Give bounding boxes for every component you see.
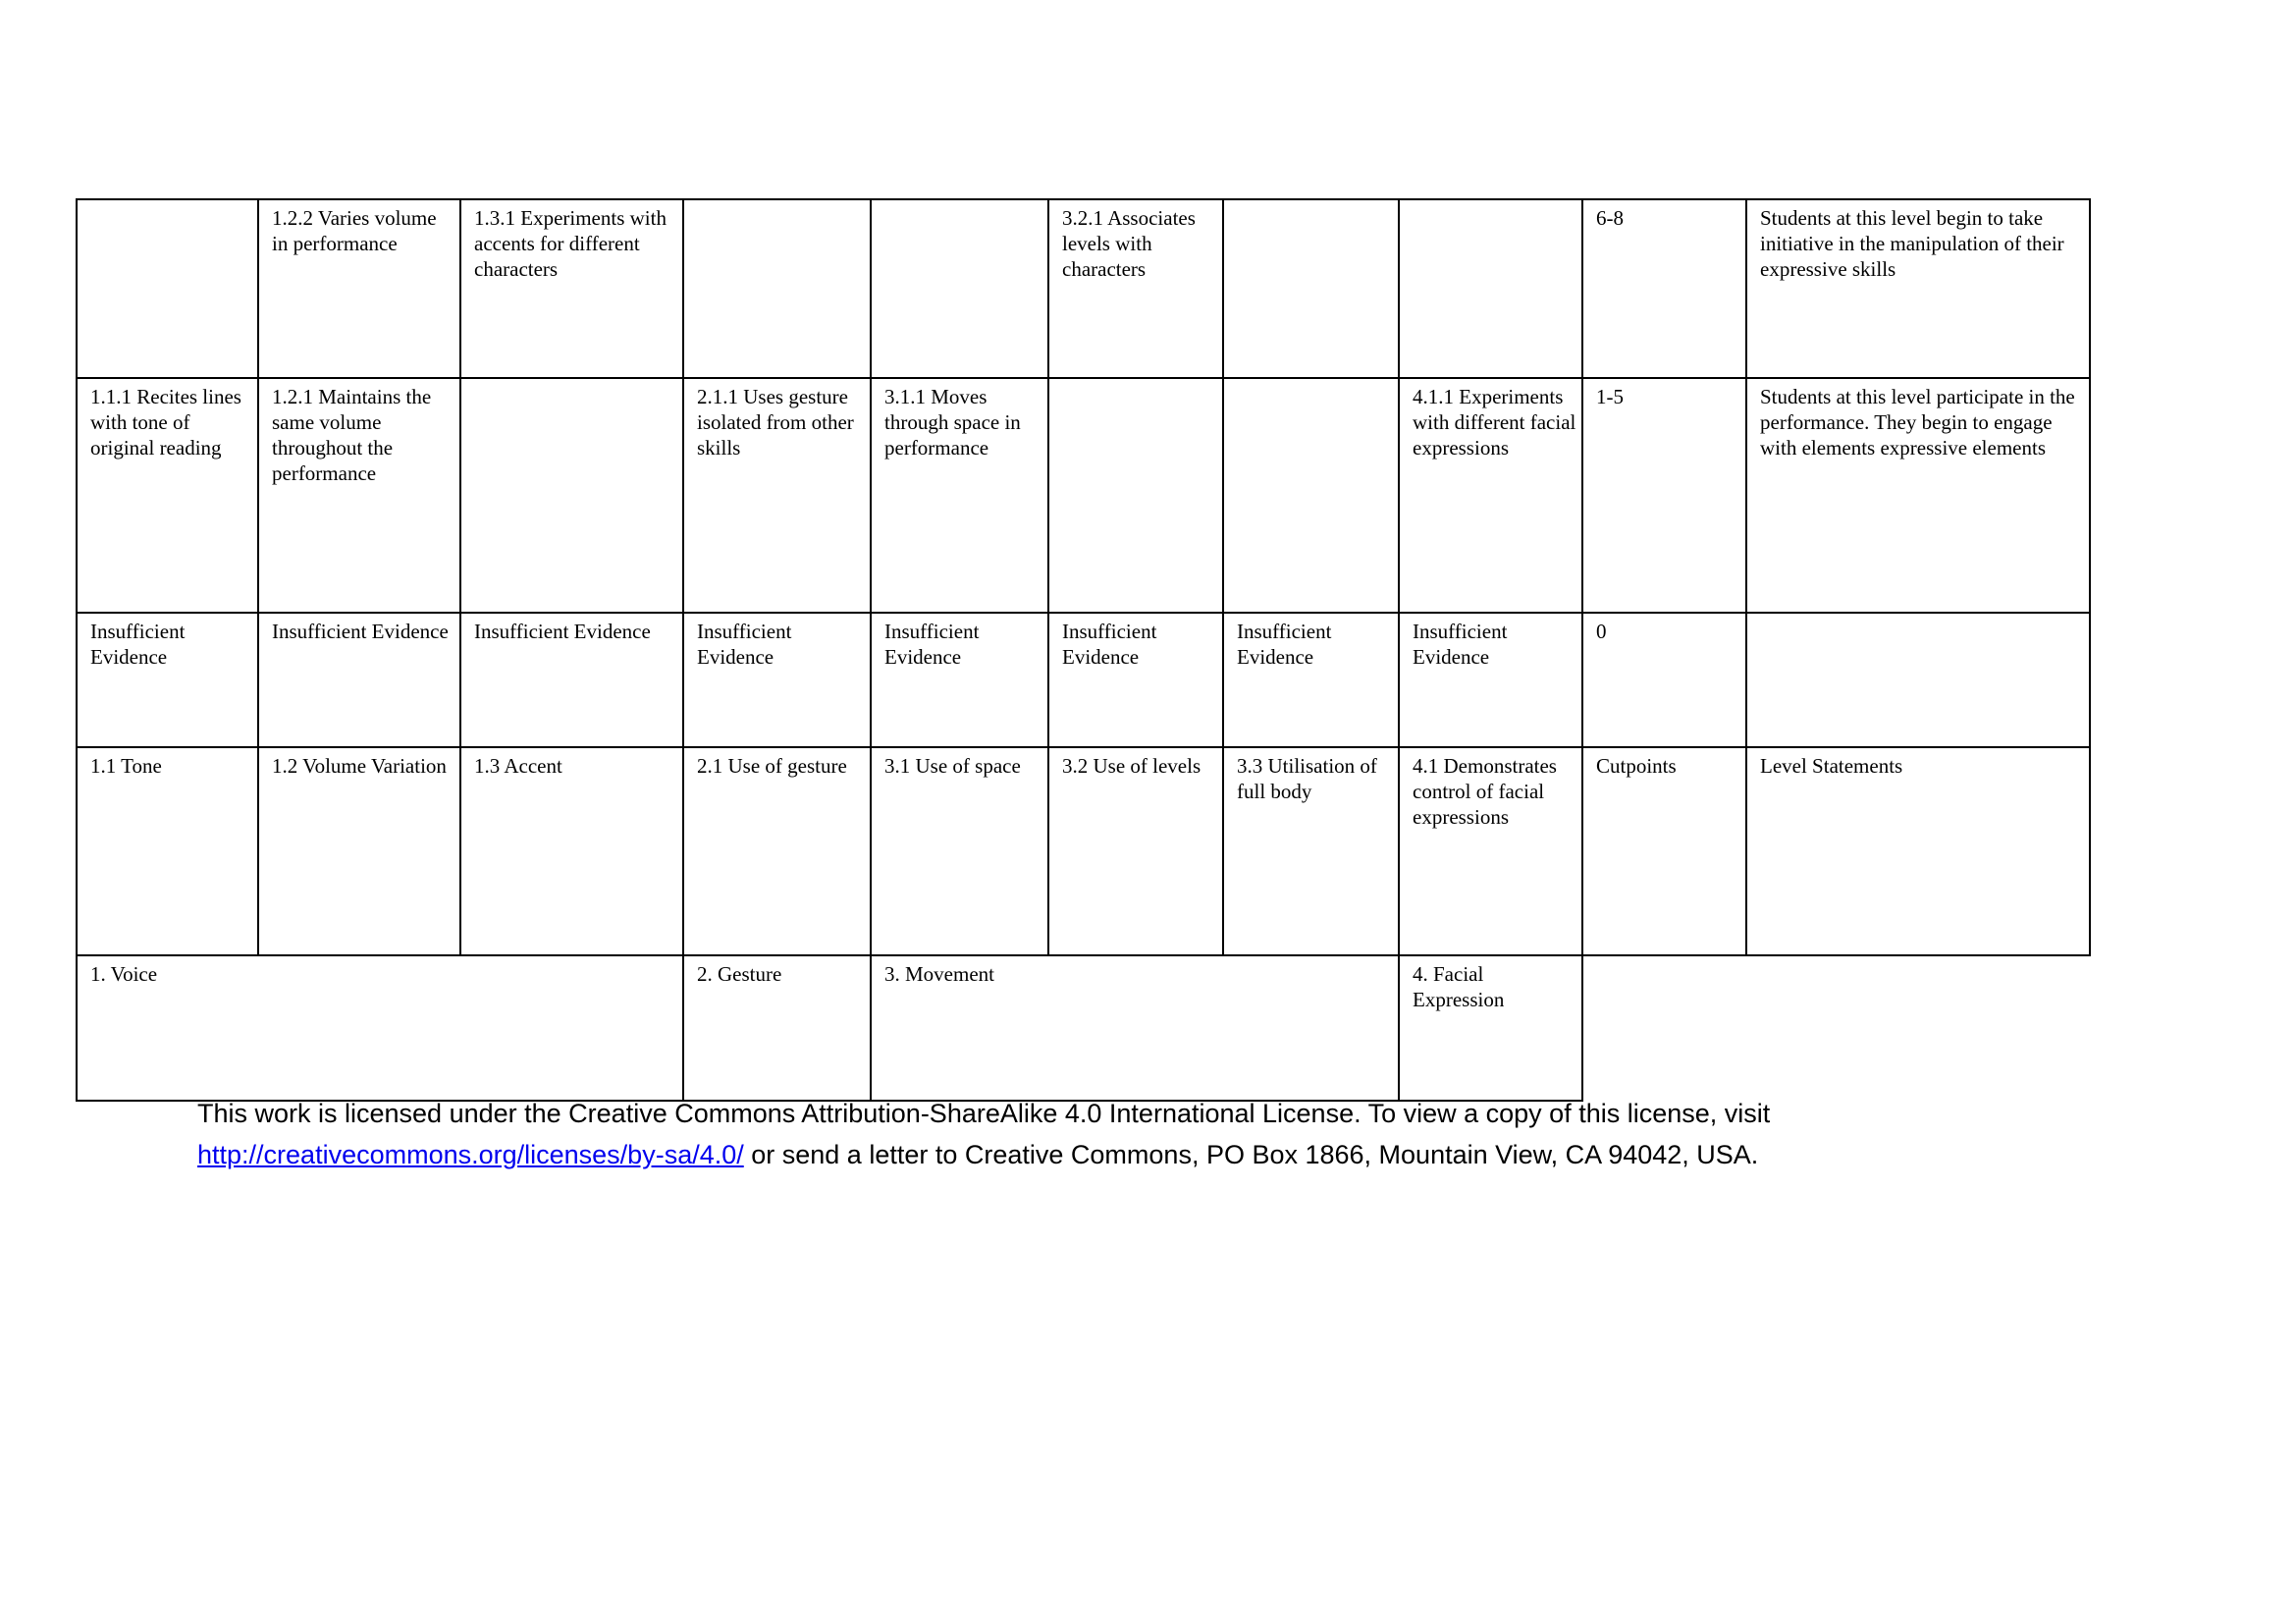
table-cell: [1223, 378, 1399, 613]
level-statements-header: Level Statements: [1746, 747, 2090, 955]
column-header: 3.1 Use of space: [871, 747, 1048, 955]
table-row: [77, 199, 2090, 378]
column-header: 1.3 Accent: [460, 747, 683, 955]
column-header: 1.2 Volume Variation: [258, 747, 460, 955]
table-cell: Insufficient Evidence: [871, 613, 1048, 747]
table-cell: Insufficient Evidence: [460, 613, 683, 747]
table-cell: [683, 199, 871, 378]
table-cell: Insufficient Evidence: [258, 613, 460, 747]
column-header: 3.2 Use of levels: [1048, 747, 1223, 955]
cutpoints-header: Cutpoints: [1582, 747, 1746, 955]
license-notice: [197, 1093, 2141, 1175]
domain-row: [77, 955, 2090, 1101]
table-cell: [460, 378, 683, 613]
domain-facial-expression: 4. Facial Expression: [1399, 955, 1582, 1101]
table-cell: [77, 199, 258, 378]
table-cell: Insufficient Evidence: [1048, 613, 1223, 747]
column-header: 2.1 Use of gesture: [683, 747, 871, 955]
table-cell: Insufficient Evidence: [1223, 613, 1399, 747]
level-statement-cell: Students at this level participate in the performance. They begin to engage with elements expressive elements: [1746, 378, 2090, 613]
table-header-row: [77, 747, 2090, 955]
table-cell: 1.1.1 Recites lines with tone of original reading: [77, 378, 258, 613]
table-cell: Insufficient Evidence: [683, 613, 871, 747]
table-cell: 4.1.1 Experiments with different facial expressions: [1399, 378, 1582, 613]
table-cell: 3.1.1 Moves through space in performance: [871, 378, 1048, 613]
column-header: 1.1 Tone: [77, 747, 258, 955]
table-cell: 1.3.1 Experiments with accents for different characters: [460, 199, 683, 378]
table-cell: Insufficient Evidence: [1399, 613, 1582, 747]
license-text: This work is licensed under the Creative Commons Attribution-ShareAlike 4.0 International License. To view a copy of this license, visit: [197, 1099, 1771, 1128]
rubric-table: [76, 198, 2091, 1102]
table-cell: 2.1.1 Uses gesture isolated from other skills: [683, 378, 871, 613]
cutpoint-cell: 0: [1582, 613, 1746, 747]
table-cell: 1.2.2 Varies volume in performance: [258, 199, 460, 378]
table-cell: [871, 199, 1048, 378]
table-row: [77, 378, 2090, 613]
table-cell: 1.2.1 Maintains the same volume throughout the performance: [258, 378, 460, 613]
table-cell: Insufficient Evidence: [77, 613, 258, 747]
license-text-tail: or send a letter to Creative Commons, PO Box 1866, Mountain View, CA 94042, USA.: [743, 1140, 1759, 1169]
domain-movement: 3. Movement: [871, 955, 1399, 1101]
table-cell: 3.2.1 Associates levels with characters: [1048, 199, 1223, 378]
license-link[interactable]: http://creativecommons.org/licenses/by-sa/4.0/: [197, 1140, 744, 1169]
table-cell: [1223, 199, 1399, 378]
cutpoint-cell: 6-8: [1582, 199, 1746, 378]
column-header: 3.3 Utilisation of full body: [1223, 747, 1399, 955]
table-cell: [1048, 378, 1223, 613]
level-statement-cell: Students at this level begin to take initiative in the manipulation of their expressive skills: [1746, 199, 2090, 378]
table-row: [77, 613, 2090, 747]
table-cell: [1399, 199, 1582, 378]
empty-space: [1582, 955, 2090, 1101]
cutpoint-cell: 1-5: [1582, 378, 1746, 613]
domain-gesture: 2. Gesture: [683, 955, 871, 1101]
domain-voice: 1. Voice: [77, 955, 683, 1101]
level-statement-cell: [1746, 613, 2090, 747]
column-header: 4.1 Demonstrates control of facial expressions: [1399, 747, 1582, 955]
